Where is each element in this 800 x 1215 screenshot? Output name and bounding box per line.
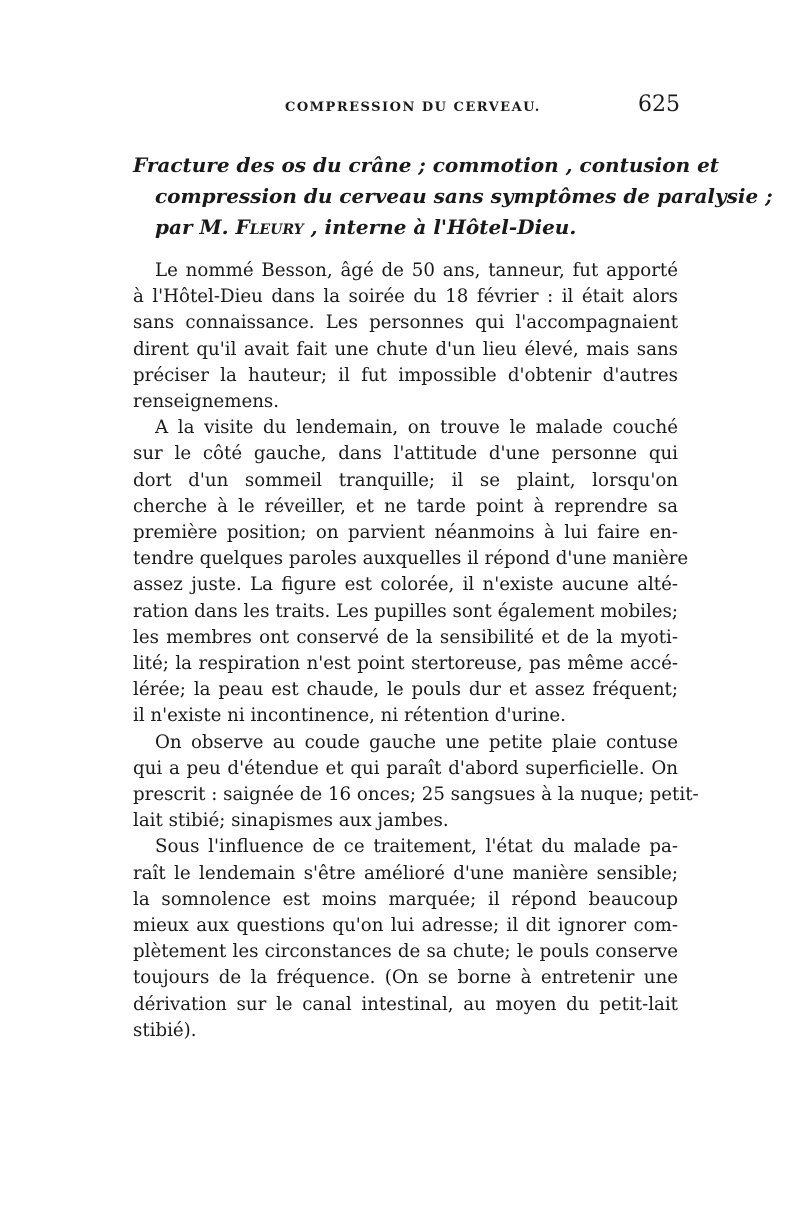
- text-line: sur le côté gauche, dans l'attitude d'une personne qui: [133, 443, 678, 465]
- paragraph-1: [133, 258, 678, 415]
- text-line: plètement les circonstances de sa chute; le pouls conserve: [133, 941, 678, 963]
- text-line: lité; la respiration n'est point stertoreuse, pas même accé-: [133, 653, 678, 675]
- text-line: dérivation sur le canal intestinal, au moyen du petit-lait: [133, 993, 678, 1015]
- paragraph-2: [133, 415, 689, 729]
- article-title-line-2: compression du cerveau sans symptômes de paralysie ;: [155, 184, 773, 208]
- text-line: tendre quelques paroles auxquelles il répond d'une manière: [133, 548, 689, 570]
- text-line: dirent qu'il avait fait une chute d'un lieu élevé, mais sans: [133, 338, 678, 360]
- text-line: sans connaissance. Les personnes qui l'accompagnaient: [133, 312, 678, 334]
- page-number: 625: [638, 92, 680, 117]
- page-header: [130, 92, 680, 126]
- text-line: qui a peu d'étendue et qui paraît d'abord superficielle. On: [133, 757, 678, 779]
- article-title-author-role: , interne à l'Hôtel-Dieu.: [303, 215, 577, 239]
- text-line: ration dans les traits. Les pupilles sont également mobiles;: [133, 600, 678, 622]
- text-line: stibié).: [133, 1019, 197, 1041]
- article-title-line-1: Fracture des os du crâne ; commotion , contusion et: [133, 153, 720, 177]
- article-title-author-prefix: par M.: [155, 215, 236, 239]
- running-title: COMPRESSION DU CERVEAU.: [285, 100, 541, 115]
- text-line: il n'existe ni incontinence, ni rétention d'urine.: [133, 705, 566, 727]
- text-line: assez juste. La figure est colorée, il n'existe aucune alté-: [133, 574, 678, 596]
- text-line: On observe au coude gauche une petite plaie contuse: [155, 731, 678, 753]
- text-line: lait stibié; sinapismes aux jambes.: [133, 810, 449, 832]
- text-line: Sous l'influence de ce traitement, l'état du malade pa-: [155, 836, 678, 858]
- text-line: A la visite du lendemain, on trouve le malade couché: [155, 417, 678, 439]
- text-line: Le nommé Besson, âgé de 50 ans, tanneur, fut apporté: [155, 260, 678, 281]
- author-name: Fleury: [235, 215, 304, 239]
- text-line: raît le lendemain s'être amélioré d'une manière sensible;: [133, 862, 678, 884]
- paragraph-4: [133, 834, 678, 1044]
- text-line: première position; on parvient néanmoins à lui faire en-: [133, 522, 678, 544]
- text-line: les membres ont conservé de la sensibilité et de la myoti-: [133, 626, 678, 648]
- text-line: dort d'un sommeil tranquille; il se plaint, lorsqu'on: [133, 469, 678, 491]
- text-line: renseignemens.: [133, 391, 280, 413]
- article-title: [133, 150, 773, 243]
- text-line: toujours de la fréquence. (On se borne à entretenir une: [133, 967, 678, 989]
- article-title-line-3: [133, 212, 678, 243]
- paragraph-3: [133, 730, 699, 835]
- text-line: à l'Hôtel-Dieu dans la soirée du 18 février : il était alors: [133, 286, 678, 308]
- text-line: prescrit : saignée de 16 onces; 25 sangsues à la nuque; petit-: [133, 784, 699, 806]
- text-line: lérée; la peau est chaude, le pouls dur et assez fréquent;: [133, 679, 678, 701]
- text-line: mieux aux questions qu'on lui adresse; il dit ignorer com-: [133, 915, 678, 937]
- article-body: [133, 258, 699, 1044]
- text-line: la somnolence est moins marquée; il répond beaucoup: [133, 888, 678, 910]
- text-line: cherche à le réveiller, et ne tarde point à reprendre sa: [133, 495, 678, 517]
- text-line: préciser la hauteur; il fut impossible d'obtenir d'autres: [133, 364, 678, 386]
